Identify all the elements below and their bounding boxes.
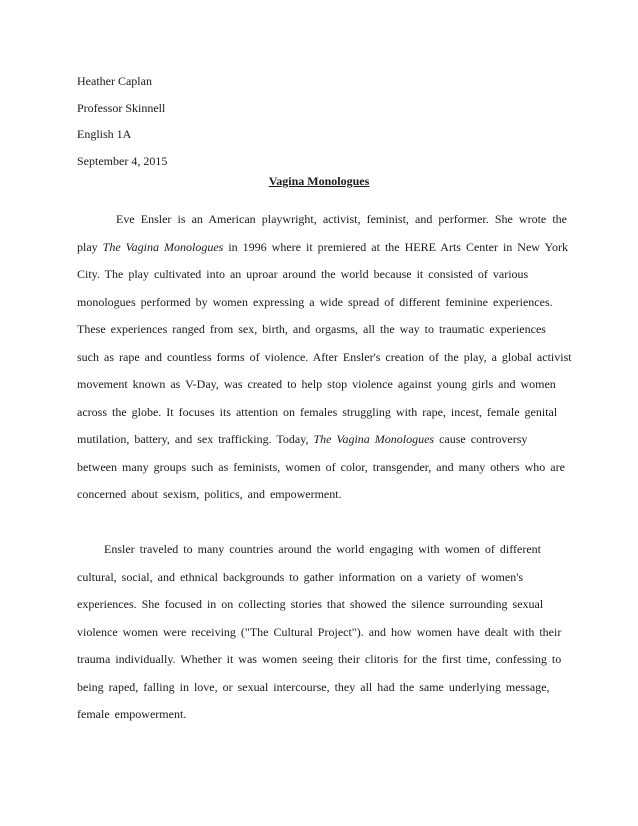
- essay-title: Vagina Monologues: [268, 174, 370, 188]
- line-text: in 1996 where it premiered at the HERE Arts Center in New York: [223, 239, 568, 254]
- paragraph-line: Eve Ensler is an American playwright, activist, feminist, and performer. She wrote the: [116, 212, 567, 226]
- author-name: Heather Caplan: [77, 74, 152, 88]
- paragraph-line: monologues performed by women expressing a wide spread of different feminine experiences.: [77, 294, 553, 309]
- paragraph-line: female empowerment.: [77, 707, 187, 721]
- paragraph-line: Ensler traveled to many countries around the world engaging with women of different: [104, 542, 541, 556]
- paragraph-line: such as rape and countless forms of violence. After Ensler's creation of the play, a global activist: [77, 349, 572, 364]
- paragraph-2: [77, 540, 567, 733]
- date: September 4, 2015: [77, 153, 168, 168]
- line-text: mutilation, battery, and sex trafficking. Today,: [77, 432, 314, 446]
- paragraph-line: These experiences ranged from sex, birth, and orgasms, all the way to traumatic experiences: [77, 322, 546, 336]
- paragraph-line: movement known as V-Day, was created to help stop violence against young girls and women: [77, 377, 556, 391]
- paragraph-line: being raped, falling in love, or sexual intercourse, they all had the same underlying message,: [77, 679, 550, 694]
- paragraph-line: across the globe. It focuses its attention on females struggling with rape, incest, female genital: [77, 404, 558, 419]
- professor-name: Professor Skinnell: [77, 100, 166, 115]
- paragraph-line: between many groups such as feminists, women of color, transgender, and many others who are: [77, 459, 565, 474]
- paragraph-line: cultural, social, and ethnical backgrounds to gather information on a variety of women's: [77, 569, 524, 584]
- paragraph-line: concerned about sexism, politics, and empowerment.: [77, 487, 342, 501]
- line-text: play: [77, 239, 103, 254]
- course-name: English 1A: [77, 127, 132, 142]
- paragraph-line: City. The play cultivated into an uproar around the world because it consisted of various: [77, 267, 529, 281]
- play-title: The Vagina Monologues: [102, 239, 224, 254]
- header-block: [77, 72, 167, 178]
- paragraph-1: [77, 210, 572, 513]
- paragraph-line: violence women were receiving ("The Cultural Project"). and how women have dealt with their: [77, 624, 562, 639]
- line-text: cause controversy: [434, 432, 528, 446]
- paragraph-line: [77, 430, 567, 458]
- paragraph-line: trauma individually. Whether it was women seeing their clitoris for the first time, confessing to: [77, 652, 562, 666]
- play-title: The Vagina Monologues: [313, 432, 435, 446]
- paragraph-line: [77, 238, 567, 266]
- paragraph-line: experiences. She focused in on collecting stories that showed the silence surrounding sexual: [77, 597, 544, 611]
